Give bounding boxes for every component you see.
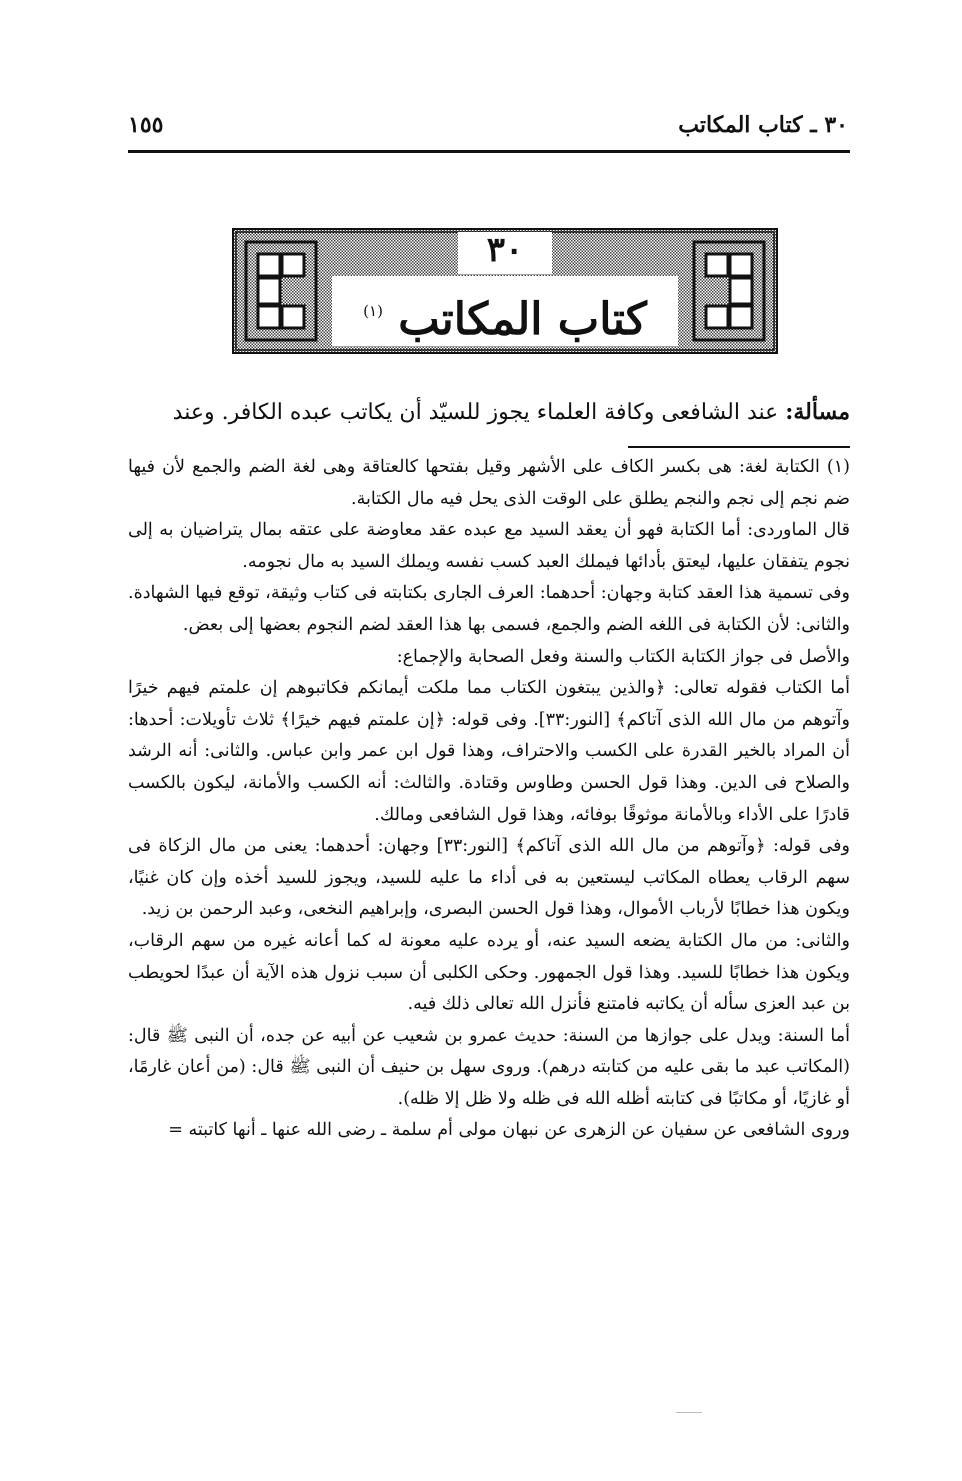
main-text: عند الشافعى وكافة العلماء يجوز للسيّد أن يكاتب عبده الكافر. وعند xyxy=(172,400,786,425)
footnote-paragraph: وفى تسمية هذا العقد كتابة وجهان: أحدهما: العرف الجارى بكتابته فى كتاب وثيقة، توقع فيها الشهادة. والثانى: لأن الكتابة فى اللغه الضم والجمع، فسمى بها هذا العقد لضم النجوم بعضها إلى بعض. xyxy=(128,583,850,635)
footnote-paragraph: والأصل فى جواز الكتابة الكتاب والسنة وفعل الصحابة والإجماع: xyxy=(396,646,850,667)
footnote-paragraph: والثانى: من مال الكتابة يضعه السيد عنه، أو يرده عليه معونة له كما أعانه غيره من سهم الرقاب، ويكون هذا خطابًا للسيد. وهذا قول الجمهور. وحكى الكلبى أن سبب نزول هذه الآية أن عبدًا لحويطب بن عبد العزى سأله أن يكاتبه فامتنع فأنزل الله تعالى ذلك فيه. xyxy=(128,930,850,1015)
chapter-title xyxy=(332,276,678,346)
header-title: ٣٠ ـ كتاب المكاتب xyxy=(678,112,848,138)
footnotes xyxy=(128,452,850,1147)
running-header xyxy=(128,108,848,148)
chapter-title-text: كتاب المكاتب xyxy=(398,294,647,345)
footnote-reference: (١) xyxy=(363,302,383,320)
chapter-banner xyxy=(232,228,778,354)
page-number: ١٥٥ xyxy=(128,112,164,138)
footnote-paragraph: وفى قوله: ﴿وآتوهم من مال الله الذى آتاكم﴾ [النور:٣٣] وجهان: أحدهما: يعنى من مال الزكاة فى سهم الرقاب يعطاه المكاتب ليستعين به فى أداء ما عليه للسيد، ويجوز للسيد أخذه وإن كان غنيًا، ويكون هذا خطابًا لأرباب الأموال، وهذا قول الحسن البصرى، وإبراهيم النخعى، وعبد الرحمن بن زيد. xyxy=(128,836,850,920)
header-rule xyxy=(128,150,850,153)
main-paragraph xyxy=(128,392,850,433)
masala-label: مسألة: xyxy=(785,399,850,425)
footnote-rule xyxy=(628,446,850,448)
footnote-paragraph: (١) الكتابة لغة: هى بكسر الكاف على الأشهر وقيل بفتحها كالعتاقة وهى لغة الضم والجمع لأن فيها ضم نجم إلى نجم والنجم يطلق على الوقت الذى يحل فيه مال الكتابة. xyxy=(128,457,850,509)
chapter-number: ٣٠ xyxy=(486,230,524,270)
footnote-paragraph: أما السنة: ويدل على جوازها من السنة: حديث عمرو بن شعيب عن أبيه عن جده، أن النبى ﷺ قال: (المكاتب عبد ما بقى عليه من كتابته درهم). وروى سهل بن حنيف أن النبى ﷺ قال: (من أعان غارمًا، أو غازيًا، أو مكاتبًا فى كتابته أظله الله فى ظله ولا ظل إلا ظله). xyxy=(128,1025,850,1109)
footnote-paragraph: وروى الشافعى عن سفيان عن الزهرى عن نبهان مولى أم سلمة ـ رضى الله عنها ـ أنها كاتبته = xyxy=(168,1120,850,1141)
footnote-paragraph: قال الماوردى: أما الكتابة فهو أن يعقد السيد مع عبده عقد معاوضة على عتقه بمال يتراضيان به إلى نجوم يتفقان عليها، ليعتق بأدائها فيملك العبد كسب نفسه ويملك السيد به مال نجومه. xyxy=(128,520,850,572)
scan-mark xyxy=(676,1412,702,1413)
footnote-paragraph: أما الكتاب فقوله تعالى: ﴿والذين يبتغون الكتاب مما ملكت أيمانكم فكاتبوهم إن علمتم فيهم خيرًا وآتوهم من مال الله الذى آتاكم﴾ [النور:٣٣]. وفى قوله: ﴿إن علمتم فيهم خيرًا﴾ ثلاث تأويلات: أحدها: أن المراد بالخير القدرة على الكسب والاحتراف، وهذا قول ابن عمر وابن عباس. والثانى: أنه الرشد والصلاح فى الدين. وهذا قول الحسن وطاوس وقتادة. والثالث: أنه الكسب والأمانة، ليكون بالكسب قادرًا على الأداء وبالأمانة موثوقًا بوفائه، وهذا قول الشافعى ومالك. xyxy=(128,678,850,825)
